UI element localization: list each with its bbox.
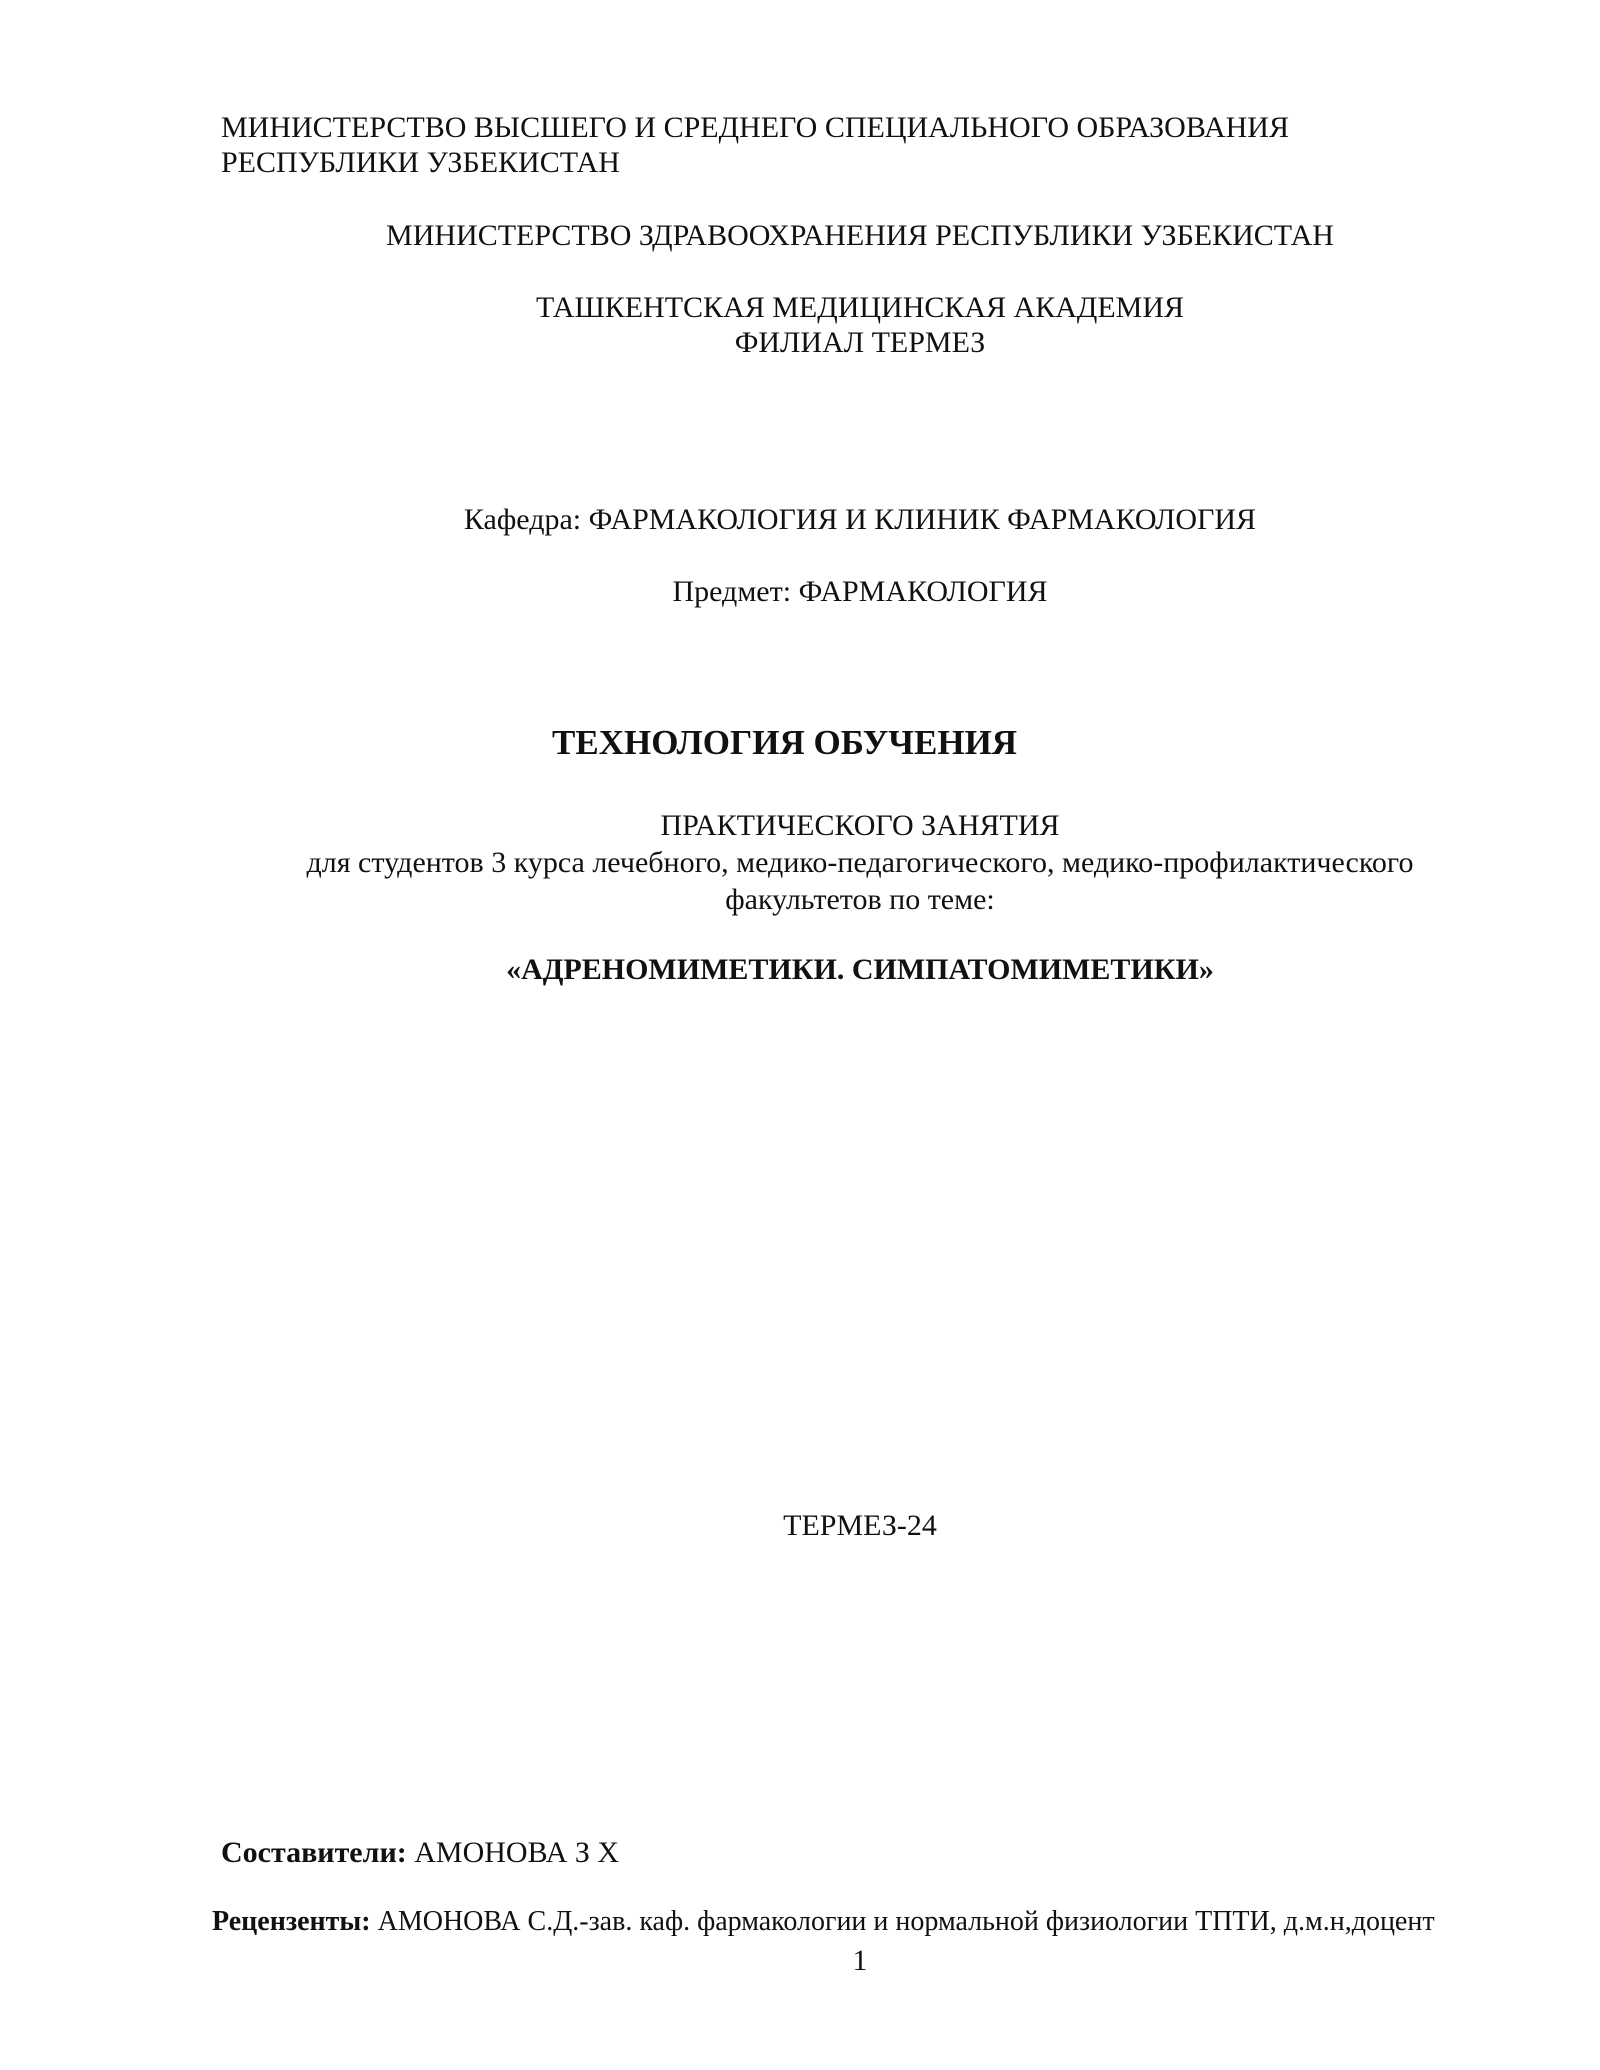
department-line: Кафедра: ФАРМАКОЛОГИЯ И КЛИНИК ФАРМАКОЛОГИЯ <box>463 503 1257 536</box>
page-number: 1 <box>852 1944 868 1977</box>
branch-name: ФИЛИАЛ ТЕРМЕЗ <box>734 326 986 359</box>
authors-line <box>221 1835 619 1871</box>
document-title: ТЕХНОЛОГИЯ ОБУЧЕНИЯ <box>552 723 1018 762</box>
ministry-health: МИНИСТЕРСТВО ЗДРАВООХРАНЕНИЯ РЕСПУБЛИКИ УЗБЕКИСТАН <box>386 219 1334 252</box>
reviewers-label: Рецензенты: <box>212 1906 371 1937</box>
authors-label: Составители: <box>221 1836 407 1869</box>
reviewers-value: АМОНОВА С.Д.-зав. каф. фармакологии и нормальной физиологии ТПТИ, д.м.н,доцент <box>377 1906 1435 1937</box>
title-subline-1: ПРАКТИЧЕСКОГО ЗАНЯТИЯ <box>660 809 1060 842</box>
city-year: ТЕРМЕЗ-24 <box>783 1509 937 1542</box>
reviewers-line <box>212 1905 1435 1939</box>
ministry-higher-line1: МИНИСТЕРСТВО ВЫСШЕГО И СРЕДНЕГО СПЕЦИАЛЬНОГО ОБРАЗОВАНИЯ <box>221 111 1289 144</box>
authors-value: АМОНОВА З Х <box>414 1836 620 1869</box>
ministry-higher-line2: РЕСПУБЛИКИ УЗБЕКИСТАН <box>221 146 620 179</box>
topic-title: «АДРЕНОМИМЕТИКИ. СИМПАТОМИМЕТИКИ» <box>506 953 1214 986</box>
academy-name: ТАШКЕНТСКАЯ МЕДИЦИНСКАЯ АКАДЕМИЯ <box>535 291 1185 324</box>
title-subline-3: факультетов по теме: <box>725 883 995 916</box>
title-subline-2: для студентов 3 курса лечебного, медико-педагогического, медико-профилактического <box>306 846 1414 879</box>
subject-line: Предмет: ФАРМАКОЛОГИЯ <box>672 575 1048 608</box>
